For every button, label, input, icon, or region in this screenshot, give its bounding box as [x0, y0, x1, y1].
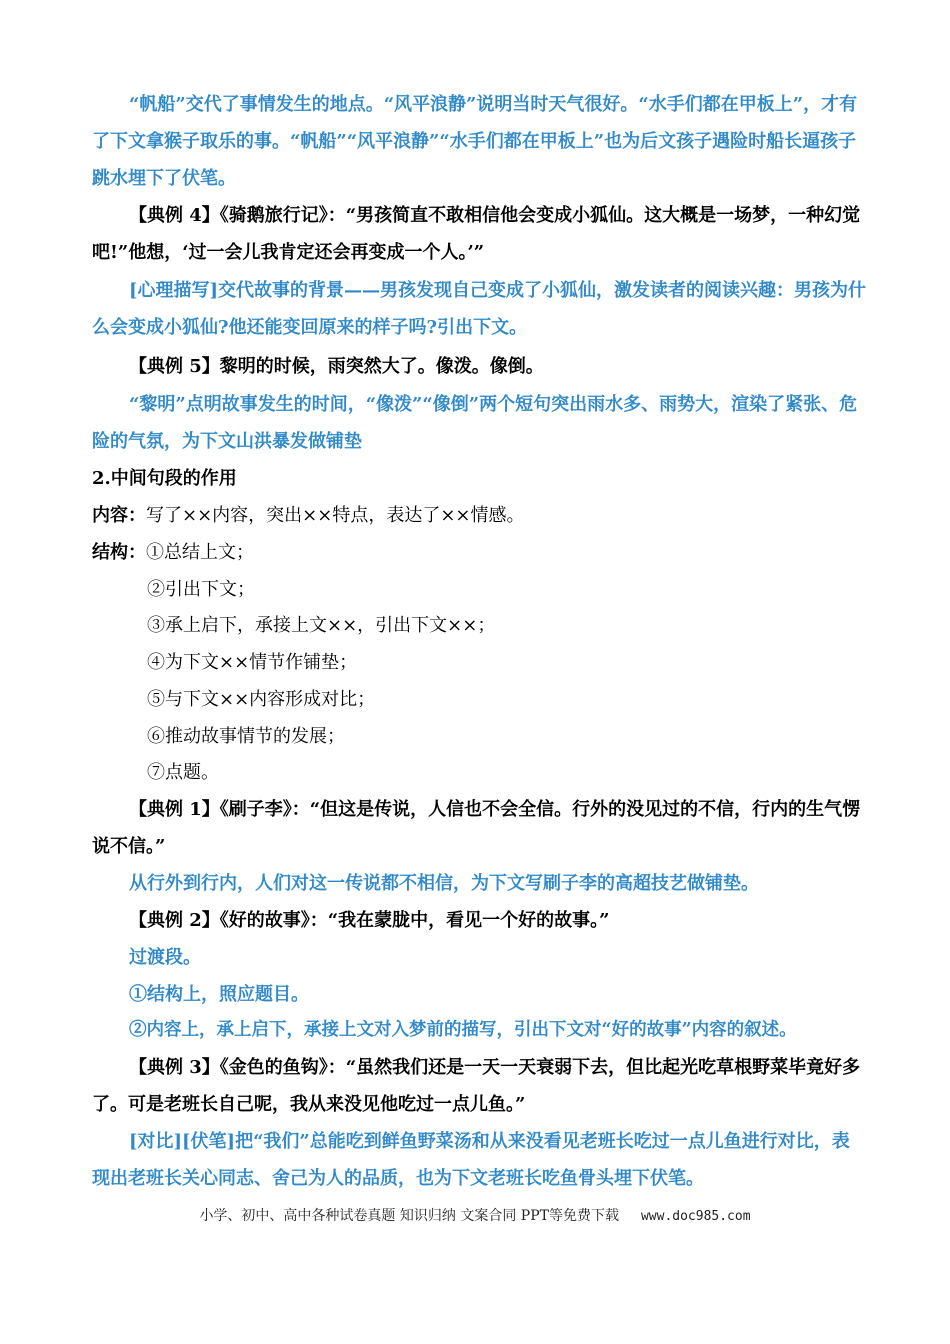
example-5-label: 【典例 5】: [129, 356, 220, 377]
structure-item: ⑦点题。: [147, 762, 219, 783]
content-label: 内容：: [92, 505, 146, 526]
content-line: [92, 497, 867, 534]
example-2-analysis-1: 过渡段。: [129, 947, 201, 968]
example-3: [92, 1049, 867, 1123]
example-4-text: 《骑鹅旅行记》：“男孩简直不敢相信他会变成小狐仙。这大概是一场梦，一种幻觉吧!”他想，‘过一会儿我肯定还会再变成一个人。’”: [92, 205, 861, 263]
example-3-text: 《金色的鱼钩》：“虽然我们还是一天一天衰弱下去，但比起光吃草根野菜毕竟好多了。可是老班长自己呢，我从来没见他吃过一点儿鱼。”: [92, 1057, 861, 1115]
example-5-analysis: “黎明”点明故事发生的时间，“像泼”“像倒”两个短句突出雨水多、雨势大，渲染了紧张、危险的气氛，为下文山洪暴发做铺垫: [92, 394, 858, 452]
example-4-analysis: [心理描写]交代故事的背景——男孩发现自己变成了小狐仙，激发读者的阅读兴趣：男孩为什么会变成小狐仙?他还能变回原来的样子吗?引出下文。: [92, 280, 867, 338]
example-5-text: 黎明的时候，雨突然大了。像泼。像倒。: [219, 356, 544, 377]
structure-item: ④为下文××情节作铺垫；: [147, 652, 358, 673]
structure-item: ⑤与下文××内容形成对比；: [147, 689, 376, 710]
example-2-analysis-3: ②内容上，承上启下，承接上文对入梦前的描写，引出下文对“好的故事”内容的叙述。: [129, 1020, 797, 1040]
page-footer: [0, 1205, 950, 1225]
example-3-analysis: [对比][伏笔]把“我们”总能吃到鲜鱼野菜汤和从来没看见老班长吃过一点儿鱼进行对比，表现出老班长关心同志、舍己为人的品质，也为下文老班长吃鱼骨头埋下伏笔。: [92, 1131, 850, 1189]
content-text: 写了××内容，突出××特点，表达了××情感。: [146, 505, 525, 526]
example-2-analysis-2: ①结构上，照应题目。: [129, 984, 309, 1005]
structure-item: ⑥推动故事情节的发展；: [147, 726, 345, 747]
structure-item: ②引出下文；: [147, 579, 255, 600]
footer-text: 小学、初中、高中各种试卷真题 知识归纳 文案合同 PPT等免费下载: [199, 1208, 619, 1224]
example-1-label: 【典例 1】: [129, 799, 220, 820]
structure-item: ①总结上文；: [146, 542, 254, 563]
example-1-text: 《刷子李》：“但这是传说，人信也不会全信。行外的没见过的不信，行内的生气愣说不信。”: [92, 799, 861, 857]
example-2-label: 【典例 2】: [129, 910, 220, 931]
analysis-fanchuan: “帆船”交代了事情发生的地点。“风平浪静”说明当时天气很好。“水手们都在甲板上”，才有了下文拿猴子取乐的事。“帆船”“风平浪静”“水手们都在甲板上”也为后文孩子遇险时船长逼孩子跳水埋下了伏笔。: [92, 94, 858, 189]
example-2-text: 《好的故事》：“我在蒙胧中，看见一个好的故事。”: [219, 910, 610, 931]
structure-line: [92, 534, 867, 571]
structure-item: ③承上启下，承接上文××，引出下文××；: [147, 615, 496, 636]
example-5: [92, 348, 867, 385]
section-heading: 2.中间句段的作用: [92, 468, 237, 489]
example-4-label: 【典例 4】: [129, 205, 220, 226]
example-1-analysis: 从行外到行内，人们对这一传说都不相信，为下文写刷子李的高超技艺做铺垫。: [129, 873, 759, 894]
footer-site-link[interactable]: www.doc985.com: [640, 1209, 751, 1224]
example-3-label: 【典例 3】: [129, 1057, 220, 1078]
example-2: [92, 902, 867, 939]
structure-label: 结构：: [92, 542, 146, 563]
example-4: [92, 197, 867, 271]
example-1: [92, 791, 867, 865]
